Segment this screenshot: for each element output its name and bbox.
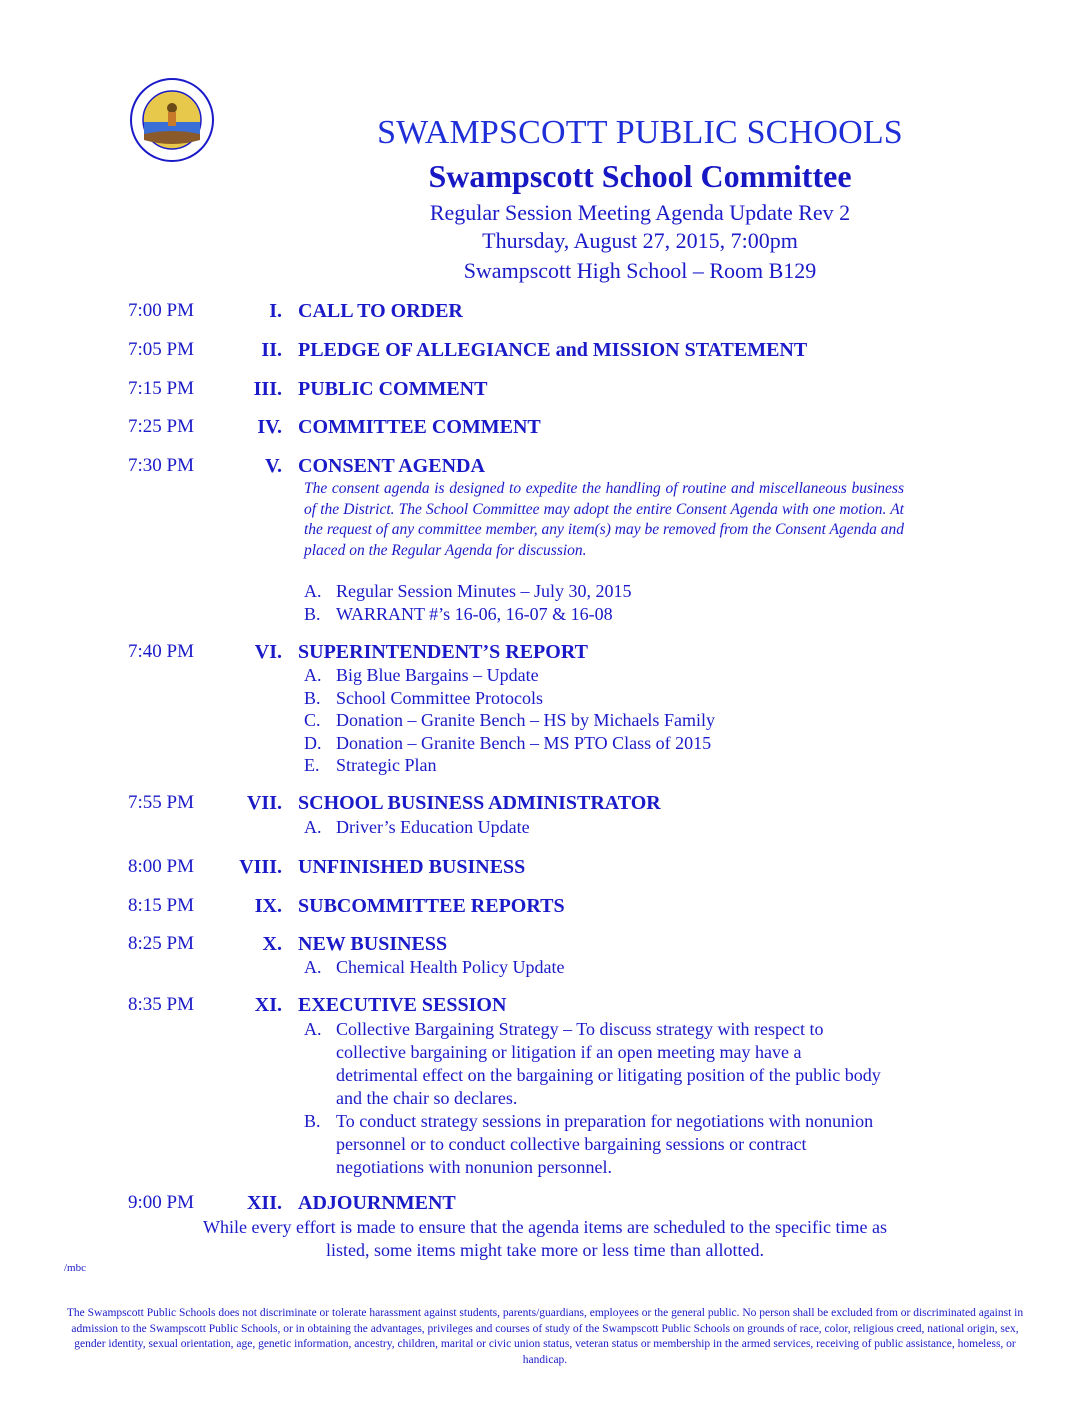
item-letter: A. [304,817,322,837]
agenda-number: IX. [254,895,282,917]
agenda-title: ADJOURNMENT [298,1192,456,1214]
agenda-number: X. [262,933,282,955]
item-text: Donation – Granite Bench – HS by Michaels Family [336,710,715,730]
item-text: To conduct strategy sessions in preparation for negotiations with nonunion personnel or to conduct collective bargaining sessions or contract negotiations with nonunion personnel. [336,1111,874,1177]
list-item [304,688,543,709]
item-letter: A. [304,665,322,685]
item-letter: B. [304,1111,321,1131]
item-text: Strategic Plan [336,755,437,775]
item-text: Driver’s Education Update [336,817,530,837]
agenda-time: 7:25 PM [128,416,194,437]
list-item [304,710,715,731]
agenda-number: XI. [254,994,282,1016]
agenda-title: COMMITTEE COMMENT [298,416,541,438]
list-item [304,817,530,838]
list-item [304,733,711,754]
item-text: Donation – Granite Bench – MS PTO Class of 2015 [336,733,712,753]
item-letter: A. [304,1019,322,1039]
agenda-time: 7:00 PM [128,300,194,321]
item-text: Regular Session Minutes – July 30, 2015 [336,581,632,601]
list-item [304,604,613,625]
list-item [304,665,539,686]
agenda-number: VI. [254,641,282,663]
item-letter: C. [304,710,321,730]
agenda-title: SUPERINTENDENT’S REPORT [298,641,588,663]
item-text: School Committee Protocols [336,688,543,708]
non-discrimination-notice: The Swampscott Public Schools does not discriminate or tolerate harassment against students, parents/guardians, employees or the general public. No person shall be excluded from or discriminated against in admission to the Swampscott Public Schools, or in obtaining the advantages, privileges and courses of study of the Swampscott Public Schools on grounds of race, color, religious creed, national origin, sex, gender identity, sexual orientation, age, genetic information, ancestry, children, marital or civic union status, veteran status or membership in the armed services, receiving of public assistance, homeless, or handicap. [66,1307,1024,1366]
agenda-time: 7:40 PM [128,641,194,662]
agenda-number: I. [269,300,282,322]
agenda-title: PLEDGE OF ALLEGIANCE and MISSION STATEMENT [298,339,808,361]
author-initials: /mbc [64,1262,86,1274]
agenda-number: XII. [246,1192,282,1214]
agenda-time: 7:05 PM [128,339,194,360]
town-seal-icon [130,78,214,162]
item-text: Big Blue Bargains – Update [336,665,539,685]
list-item [304,957,564,978]
agenda-number: V. [265,455,282,477]
item-text: Chemical Health Policy Update [336,957,565,977]
item-letter: D. [304,733,322,753]
item-letter: A. [304,957,322,977]
agenda-number: III. [253,378,282,400]
district-title: SWAMPSCOTT PUBLIC SCHOOLS [377,114,903,151]
list-item [304,755,436,776]
agenda-title: SUBCOMMITTEE REPORTS [298,895,565,917]
agenda-title: SCHOOL BUSINESS ADMINISTRATOR [298,792,661,814]
item-letter: E. [304,755,320,775]
consent-agenda-note: The consent agenda is designed to expedite the handling of routine and miscellaneous business of the District. The School Committee may adopt the entire Consent Agenda with one motion. At the request of any committee member, any item(s) may be removed from the Consent Agenda and placed on the Regular Agenda for discussion. [304,480,904,559]
agenda-title: UNFINISHED BUSINESS [298,856,526,878]
agenda-title: CALL TO ORDER [298,300,463,322]
item-text: WARRANT #’s 16-06, 16-07 & 16-08 [336,604,613,624]
agenda-time: 7:30 PM [128,455,194,476]
agenda-time: 8:35 PM [128,994,194,1015]
agenda-time: 7:15 PM [128,378,194,399]
meeting-date: Thursday, August 27, 2015, 7:00pm [482,228,798,253]
list-item [304,581,632,602]
item-letter: B. [304,688,321,708]
adjournment-note: While every effort is made to ensure that the agenda items are scheduled to the specific time as listed, some items might take more or less time than allotted. [203,1217,887,1260]
meeting-location: Swampscott High School – Room B129 [463,258,817,283]
agenda-time: 8:25 PM [128,933,194,954]
agenda-title: PUBLIC COMMENT [298,378,488,400]
agenda-time: 7:55 PM [128,792,194,813]
agenda-title: EXECUTIVE SESSION [298,994,507,1016]
committee-title: Swampscott School Committee [428,158,852,194]
item-letter: B. [304,604,321,624]
agenda-title: NEW BUSINESS [298,933,448,955]
agenda-time: 8:15 PM [128,895,194,916]
session-title: Regular Session Meeting Agenda Update Rev 2 [429,200,851,225]
list-item [304,1110,884,1179]
agenda-title: CONSENT AGENDA [298,455,485,477]
agenda-number: II. [261,339,282,361]
agenda-time: 8:00 PM [128,856,194,877]
agenda-number: VII. [246,792,282,814]
agenda-time: 9:00 PM [128,1192,194,1213]
list-item [304,1018,884,1110]
item-text: Collective Bargaining Strategy – To discuss strategy with respect to collective bargaining or litigation if an open meeting may have a detrimental effect on the bargaining or litigating position of the public body and the chair so declares. [336,1019,881,1108]
agenda-number: VIII. [239,856,282,878]
agenda-number: IV. [257,416,282,438]
item-letter: A. [304,581,322,601]
